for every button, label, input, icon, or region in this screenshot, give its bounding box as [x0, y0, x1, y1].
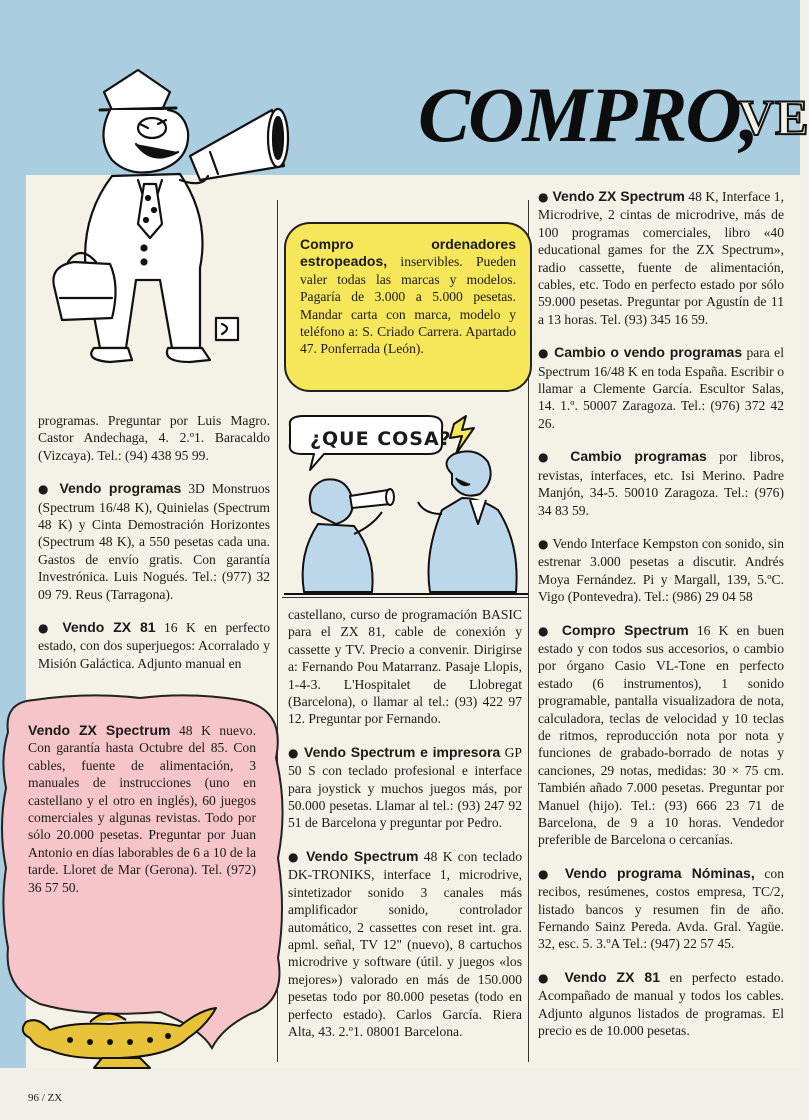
ad-continuation-luis-magro: programas. Preguntar por Luis Magro. Castor Andechaga, 4. 2.º1. Baracaldo (Vizcaya). Tel.: (94) 438 95 99. — [38, 413, 270, 463]
ad-vendo-zx-spectrum-microdrive: ● Vendo ZX Spectrum 48 K, Interface 1, Microdrive, 2 cintas de microdrive, más de 100 programas comerciales, libro «40 educational games for the ZX Spectrum», radio cassette, fuente de alimentación, cables, etc. Todo en perfecto estado por sólo 59.000 pesetas. Preguntar por Agustín de 11 a 13 horas. Tel. (93) 345 16 59. — [538, 188, 784, 327]
ad-vendo-zx81-perfecto: ● Vendo ZX 81 en perfecto estado. Acompañado de manual y todos los cables. Adjunto algunos listados de programas. El precio es de 10.000 pesetas. — [538, 968, 784, 1039]
megaphone-man-illustration — [40, 48, 300, 388]
ad-vendo-spectrum-impresora: ● Vendo Spectrum e impresora GP 50 S con teclado profesional e interface para joystick y muchos juegos más, por 50.000 pesetas. Llamar al tel.: (93) 247 92 51 de Barcelona y preguntar por Pedro. — [288, 743, 522, 831]
yellow-ad-compro-ordenadores: Compro ordenadores estropeados, inservibles. Pueden valer todas las marcas y modelos. Pagaría de 3.000 a 5.000 pesetas. Mandar carta con marca, modelo y teléfono a: S. Criado Carrera. Apartado 47. Ponferrada (León). — [284, 222, 532, 392]
ad-vendo-zx81-acorralado: ● Vendo ZX 81 16 K en perfecto estado, con dos superjuegos: Acorralado y Misión Galáctica. Adjunto manual en — [38, 619, 270, 671]
bottom-margin — [0, 1068, 800, 1120]
ad-vendo-interface-kempston: ● Vendo Interface Kempston con sonido, sin estrenar 3.000 pesetas a discutir. Andrés Moya Fernández. Pi y Margall, 139, 5.ºC. Vigo (Pontevedra). Tel.: (986) 29 04 58 — [538, 535, 784, 605]
ad-continuation-fernando-pou: castellano, curso de programación BASIC para el ZX 81, cable de conexión y cassette y TV. Precio a convenir. Dirigirse a: Fernando Pou Matarranz. Pasaje Llopis, 1-4-3. L'Hospitalet de Llobregat (Barcelona), o llamar al tel.: (93) 422 97 12. Preguntar por Fernando. — [288, 607, 522, 727]
page-number: 96 / ZX — [28, 1092, 63, 1104]
page-title: COMPRO, — [418, 71, 758, 158]
column-2 — [288, 606, 522, 1040]
cartoon-underline — [282, 597, 528, 598]
speech-que-cosa: ¿QUE COSA? — [310, 428, 452, 450]
ad-vendo-spectrum-dk-troniks: ● Vendo Spectrum 48 K con teclado DK-TRONIKS, interface 1, microdrive, sintetizador sonido 3 canales más amplificador sonido, controlador automático, 2 cassettes con reset int. gra. apml. señal, TV 12" (nuevo), 8 cartuchos microdrive y software (útil. y juegos «los mejores») valorado en más de 150.000 pesetas todo por 80.000 pesetas (todo en perfecto estado). Carlos García. Riera Alta, 43. 2.º1. 08001 Barcelona. — [288, 847, 522, 1039]
ad-vendo-programa-nominas: ● Vendo programa Nóminas, con recibos, resúmenes, costos empresa, TC/2, listado bancos y resumen fin de año. Fernando Sainz Pereda. Avda. Gral. Yagüe. 32, esc. 5. 3.ºA Tel.: (947) 22 57 45. — [538, 864, 785, 952]
ad-cambio-programas: ● Cambio programas por libros, revistas, interfaces, etc. Isi Merino. Padre Manjón, 34-5. 50010 Zaragoza. Tel.: (976) 34 83 59. — [538, 448, 784, 518]
ad-vendo-programas: ● Vendo programas 3D Monstruos (Spectrum 16/48 K), Quinielas (Spectrum 48 K) y Cinta Demostración Horizontes (Spectrum 48 K), a 550 pesetas cada una. Gastos de envío gratis. Con garantía Investrónica. Luis Nogués. Tel.: (977) 32 09 79. Reus (Tarragona). — [38, 480, 270, 602]
column-1 — [38, 412, 270, 672]
ad-compro-spectrum-16k: ● Compro Spectrum 16 K en buen estado y con todos sus accesorios, o cambio por órgano Casio VL-Tone en perfecto estado (6 instrumentos), 1 sonido programable, pantalla visualizadora de nota, calculadora, teclas de velocidad y 10 teclas de ritmos, reproducción nota por nota y funciones de grabado-borrado de notas y canciones, 29 notas, medidas: 30 × 75 cm. También añado 7.000 pesetas. Preguntar por Manuel (hijo). Tel.: (93) 666 23 71 de Barcelona, de 9 a 10 horas. Vendedor preferible de Barcelona o cercanías. — [538, 621, 784, 848]
pink-ad-vendo-zx-spectrum: Vendo ZX Spectrum 48 K nuevo. Con garantía hasta Octubre del 85. Con cables, fuente de alimentación, 3 manuales de instrucciones (uno en castellano y el otro en inglés), 60 juegos comerciales y algunas revistas. Todo por sólo 20.000 pesetas. Preguntar por Juan Antonio en días laborables de 6 a 10 de la tarde. Lloret de Mar (Gerona). Tel. (972) 36 57 50. — [28, 722, 257, 895]
column-3 — [538, 188, 784, 1039]
genie-lamp-illustration — [10, 1002, 220, 1070]
ad-cambio-o-vendo-programas: ● Cambio o vendo programas para el Spectrum 16/48 K en toda España. Escribir o llamar a Clemente García. Escultor Salas, 14. 1.º. 50007 Zaragoza. Tel.: (976) 372 42 26. — [538, 344, 784, 431]
page-title-partial: VE — [738, 89, 809, 145]
